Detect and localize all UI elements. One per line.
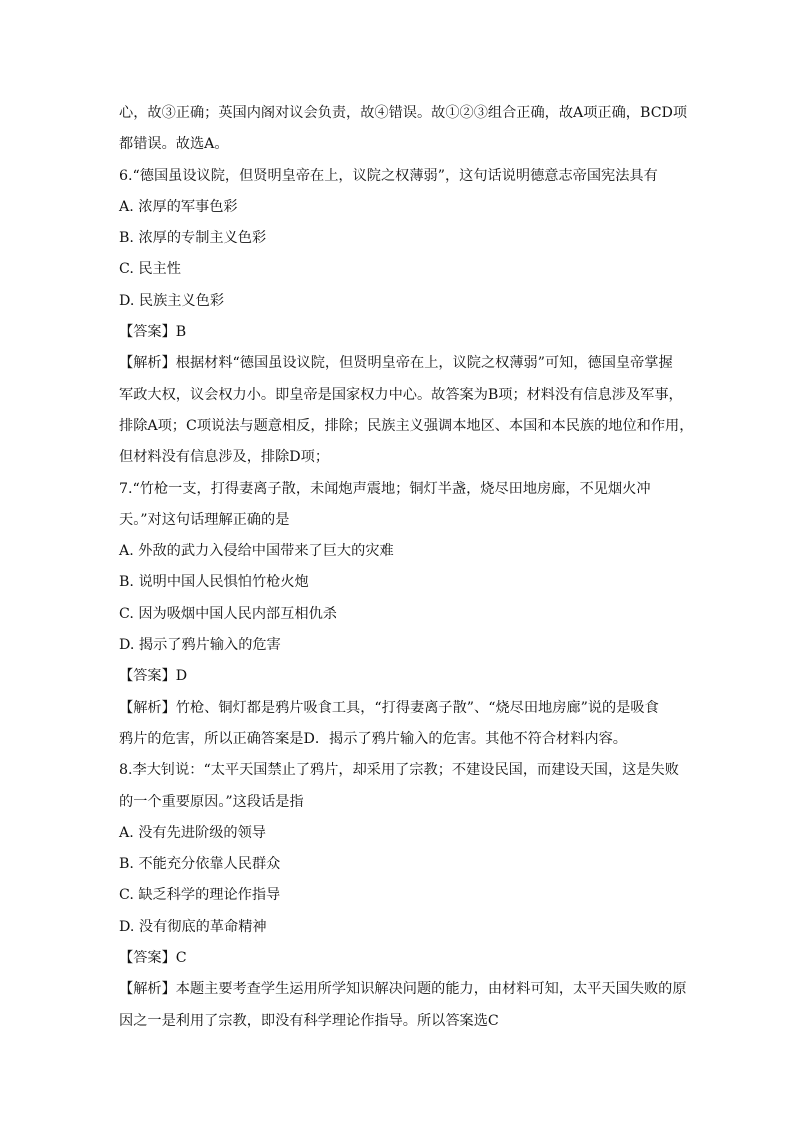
question-7-option-d: D. 揭示了鸦片输入的危害 — [119, 637, 281, 654]
question-8-stem-2: 的一个重要原因。”这段话是指 — [119, 793, 304, 810]
question-8-option-d: D. 没有彻底的革命精神 — [119, 918, 267, 935]
question-7-option-c: C. 因为吸烟中国人民内部互相仇杀 — [119, 605, 337, 622]
question-8-analysis-2: 因之一是利用了宗教，即没有科学理论作指导。所以答案选C — [119, 1012, 499, 1029]
paragraph-line-q5-explanation-1: 心，故③正确；英国内阁对议会负责，故④错误。故①②③组合正确，故A项正确，BCD项 — [119, 105, 688, 121]
question-8-option-b: B. 不能充分依靠人民群众 — [119, 856, 281, 873]
question-8-stem-1: 8.李大钊说：“太平天国禁止了鸦片，却采用了宗教；不建设民国，而建设天国，这是失败 — [119, 762, 679, 779]
question-7-analysis-1: 【解析】竹枪、铜灯都是鸦片吸食工具，“打得妻离子散”、“烧尽田地房廊”说的是吸食 — [119, 699, 659, 716]
question-6-analysis-4: 但材料没有信息涉及，排除D项； — [119, 449, 330, 466]
question-7-option-b: B. 说明中国人民惧怕竹枪火炮 — [119, 574, 309, 591]
question-6-option-c: C. 民主性 — [119, 261, 181, 278]
question-8-option-a: A. 没有先进阶级的领导 — [119, 824, 266, 841]
question-7-answer: 【答案】D — [119, 668, 188, 685]
question-6-option-a: A. 浓厚的军事色彩 — [119, 198, 238, 215]
question-7-analysis-2: 鸦片的危害，所以正确答案是D．揭示了鸦片输入的危害。其他不符合材料内容。 — [119, 730, 627, 747]
question-6-option-b: B. 浓厚的专制主义色彩 — [119, 230, 267, 247]
document-body — [119, 98, 694, 1037]
question-6-stem: 6.“德国虽设议院，但贤明皇帝在上，议院之权薄弱”，这句话说明德意志帝国宪法具有 — [119, 167, 658, 184]
question-7-option-a: A. 外敌的武力入侵给中国带来了巨大的灾难 — [119, 543, 394, 560]
question-6-analysis-3: 排除A项；C项说法与题意相反，排除；民族主义强调本地区、本国和本民族的地位和作用， — [119, 417, 694, 434]
question-7-stem-1: 7.“竹枪一支，打得妻离子散，未闻炮声震地；铜灯半盏，烧尽田地房廊，不见烟火冲 — [119, 480, 651, 497]
question-6-analysis-1: 【解析】根据材料“德国虽设议院，但贤明皇帝在上，议院之权薄弱”可知，德国皇帝掌握 — [119, 355, 673, 372]
paragraph-line-q5-explanation-2: 都错误。故选A。 — [119, 136, 229, 153]
question-6-option-d: D. 民族主义色彩 — [119, 292, 225, 309]
question-6-analysis-2: 军政大权，议会权力小。即皇帝是国家权力中心。故答案为B项；材料没有信息涉及军事， — [119, 386, 683, 403]
question-8-analysis-1: 【解析】本题主要考查学生运用所学知识解决问题的能力，由材料可知，太平天国失败的原 — [119, 981, 687, 998]
question-8-option-c: C. 缺乏科学的理论作指导 — [119, 887, 281, 904]
question-7-stem-2: 天。”对这句话理解正确的是 — [119, 511, 290, 528]
question-6-answer: 【答案】B — [119, 324, 187, 341]
question-8-answer: 【答案】C — [119, 950, 187, 967]
